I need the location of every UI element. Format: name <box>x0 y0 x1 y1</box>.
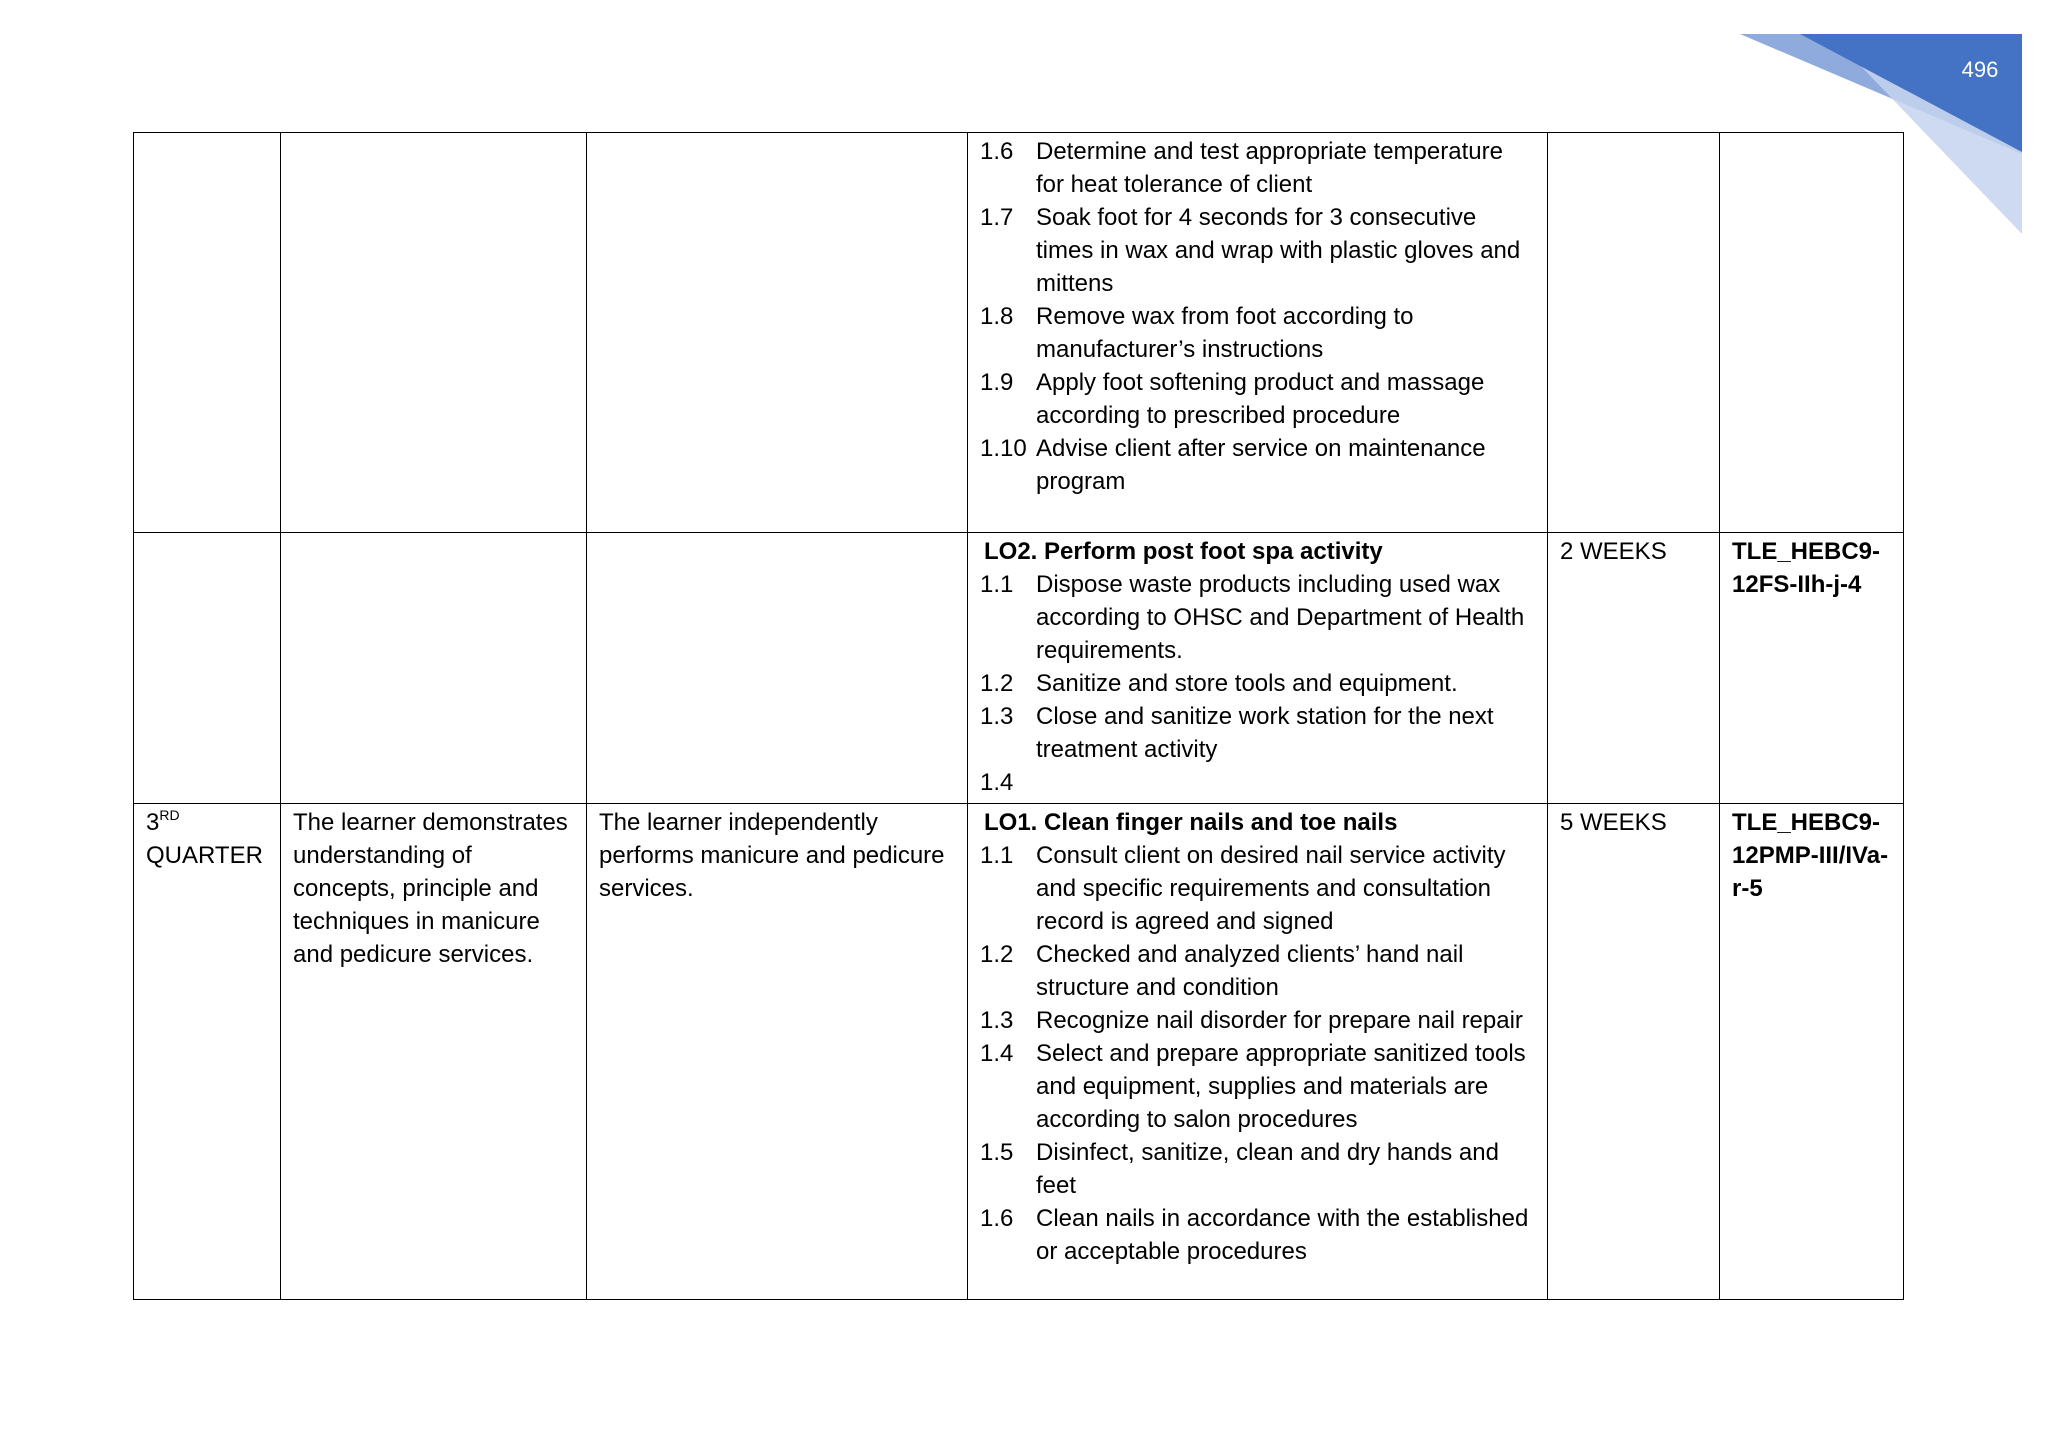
competency-text: Consult client on desired nail service activity and specific requirements and consultation record is agreed and signed <box>1036 842 1506 935</box>
code-cell: TLE_HEBC9-12FS-IIh-j-4 <box>1720 533 1904 804</box>
competency-text: Determine and test appropriate temperature for heat tolerance of client <box>1036 138 1503 198</box>
performance-standard-cell <box>587 533 968 804</box>
lo-heading: LO2. Perform post foot spa activity <box>984 538 1383 565</box>
quarter-number: 3 <box>146 809 160 836</box>
competency-number: 1.8 <box>980 303 1014 330</box>
competency-number: 1.4 <box>980 1040 1014 1067</box>
performance-standard-cell <box>587 133 968 533</box>
page-number: 496 <box>1961 57 1999 82</box>
competency-text: Apply foot softening product and massage according to prescribed procedure <box>1036 369 1485 429</box>
competency-number: 1.6 <box>980 138 1014 165</box>
quarter-cell <box>134 804 281 1300</box>
competency-item <box>980 1037 1535 1136</box>
competency-number: 1.9 <box>980 369 1014 396</box>
competency-number: 1.1 <box>980 571 1014 598</box>
competency-text: Sanitize and store tools and equipment. <box>1036 670 1458 697</box>
table-row <box>134 533 1904 804</box>
table-row <box>134 133 1904 533</box>
competency-text: Close and sanitize work station for the next treatment activity <box>1036 703 1494 763</box>
competency-item <box>980 1202 1535 1268</box>
competency-item <box>980 1136 1535 1202</box>
competency-text: Disinfect, sanitize, clean and dry hands and feet <box>1036 1139 1499 1199</box>
competency-text: Select and prepare appropriate sanitized tools and equipment, supplies and materials are according to salon procedures <box>1036 1040 1526 1133</box>
duration-cell: 2 WEEKS <box>1548 533 1720 804</box>
lo-heading: LO1. Clean finger nails and toe nails <box>984 809 1398 836</box>
competency-number: 1.4 <box>980 769 1014 796</box>
duration-cell: 5 WEEKS <box>1548 804 1720 1300</box>
quarter-label: QUARTER <box>146 842 263 869</box>
competency-item <box>980 667 1535 700</box>
learning-competencies-cell <box>968 133 1548 533</box>
competency-text: Remove wax from foot according to manufacturer’s instructions <box>1036 303 1414 363</box>
content-standard-cell: The learner demonstrates understanding of concepts, principle and techniques in manicure and pedicure services. <box>281 804 587 1300</box>
curriculum-table <box>133 132 1904 1300</box>
competency-number: 1.7 <box>980 204 1014 231</box>
competency-number: 1.6 <box>980 1205 1014 1232</box>
competency-text: Dispose waste products including used wax according to OHSC and Department of Health requirements. <box>1036 571 1525 664</box>
competency-item <box>980 300 1535 366</box>
learning-competencies-cell <box>968 804 1548 1300</box>
duration-cell <box>1548 133 1720 533</box>
competency-item <box>980 366 1535 432</box>
quarter-cell <box>134 533 281 804</box>
competency-text: Checked and analyzed clients’ hand nail structure and condition <box>1036 941 1464 1001</box>
competency-text: Soak foot for 4 seconds for 3 consecutive times in wax and wrap with plastic gloves and mittens <box>1036 204 1521 297</box>
competency-list <box>980 135 1535 498</box>
performance-standard-cell: The learner independently performs manicure and pedicure services. <box>587 804 968 1300</box>
content-standard-cell <box>281 133 587 533</box>
quarter-cell <box>134 133 281 533</box>
code-cell: TLE_HEBC9-12PMP-III/IVa-r-5 <box>1720 804 1904 1300</box>
competency-item <box>980 201 1535 300</box>
competency-number: 1.1 <box>980 842 1014 869</box>
competency-list <box>980 568 1535 799</box>
competency-item <box>980 700 1535 766</box>
competency-item <box>980 1004 1535 1037</box>
competency-number: 1.5 <box>980 1139 1014 1166</box>
code-cell <box>1720 133 1904 533</box>
content-standard-cell <box>281 533 587 804</box>
competency-item <box>980 766 1535 799</box>
competency-text: Recognize nail disorder for prepare nail repair <box>1036 1007 1523 1034</box>
competency-item <box>980 938 1535 1004</box>
competency-number: 1.2 <box>980 941 1014 968</box>
competency-number: 1.3 <box>980 703 1014 730</box>
table-row <box>134 804 1904 1300</box>
competency-item <box>980 568 1535 667</box>
competency-number: 1.10 <box>980 435 1027 462</box>
quarter-suffix: RD <box>159 807 180 823</box>
competency-text: Advise client after service on maintenance program <box>1036 435 1486 495</box>
competency-number: 1.2 <box>980 670 1014 697</box>
competency-text <box>1036 766 1535 799</box>
competency-list <box>980 839 1535 1268</box>
competency-item <box>980 135 1535 201</box>
learning-competencies-cell <box>968 533 1548 804</box>
competency-text: Clean nails in accordance with the established or acceptable procedures <box>1036 1205 1529 1265</box>
competency-item <box>980 432 1535 498</box>
competency-number: 1.3 <box>980 1007 1014 1034</box>
competency-item <box>980 839 1535 938</box>
